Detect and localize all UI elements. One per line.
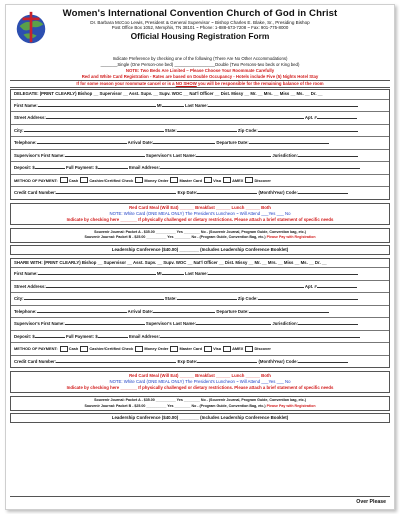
cash-label: Cash xyxy=(68,346,79,352)
cvc-label: (Month/Year) Code: xyxy=(258,358,298,364)
email-label: Email Address: xyxy=(128,333,161,339)
packet-a-row[interactable]: Souvenir Journal: Packet A - $35.00 __________ Yes ________ No - (Souvenir Journal, Program Guide, Convention bag, etc.) xyxy=(94,229,306,234)
supervisor-first-label: Supervisor's First Name: xyxy=(14,321,65,327)
money-order-label: Money Order xyxy=(144,346,169,352)
city-label: City: xyxy=(14,296,24,302)
over-please-label: Over Please xyxy=(356,499,386,505)
last-name-label: Last Name: xyxy=(184,271,208,277)
preference-intro: Indicate Preference by checking one of the following (There Are No Other Accommodations) xyxy=(112,56,288,61)
packet-b-note: Please Pay with Registration xyxy=(266,403,316,408)
organization-title: Women's International Convention Church of God in Christ xyxy=(62,8,338,19)
money-order-label: Money Order xyxy=(144,177,169,183)
name-row-2[interactable] xyxy=(11,268,389,281)
jurisdiction-label: Jurisdiction: xyxy=(272,321,299,327)
form-header xyxy=(6,5,394,55)
cashier-label: Cashier/Certified Check xyxy=(89,177,134,183)
visa-checkbox[interactable] xyxy=(204,177,212,183)
cash-checkbox[interactable] xyxy=(60,346,68,352)
white-card-note[interactable]: NOTE: White Card (ONE MEAL ONLY) The President's Luncheon ~ Will Attend ___Yes ___ No xyxy=(109,210,291,216)
amex-checkbox[interactable] xyxy=(223,346,231,352)
red-card-meal[interactable]: Red Card Meal (Will Eat) ______ Breakfast ______ Lunch ______ Both xyxy=(129,373,271,379)
delegate-section xyxy=(10,89,390,200)
email-label: Email Address: xyxy=(128,165,161,170)
church-logo-icon xyxy=(12,9,50,47)
packet-b-text: Souvenir Journal: Packet B - $25.00 __________ Yes ________ No - (Program Guide, Convention Bag, etc.) xyxy=(84,235,266,240)
cc-number-label: Credit Card Number: xyxy=(14,190,57,195)
state-label: State: xyxy=(164,127,177,133)
cash-checkbox[interactable] xyxy=(60,177,68,183)
last-name-label: Last Name: xyxy=(184,102,208,108)
money-order-checkbox[interactable] xyxy=(135,346,143,352)
departure-label: Departure Date: xyxy=(216,140,249,145)
journal-section-2 xyxy=(10,396,390,411)
no-show-text: NO SHOW xyxy=(175,81,197,86)
city-row-2[interactable] xyxy=(11,293,389,306)
warning-text-pre: If for some reason your roommate cancel or is a xyxy=(76,81,176,86)
method-label: METHOD OF PAYMENT: xyxy=(14,346,58,352)
discover-label: Discover xyxy=(254,346,271,352)
discover-checkbox[interactable] xyxy=(245,177,253,183)
share-with-section xyxy=(10,258,390,369)
amex-label: AMEX xyxy=(232,177,244,183)
supervisor-last-label: Supervisor's Last Name: xyxy=(145,321,197,327)
roommate-note: NOTE: Two Beds Are Limited ~ Please Choose Your Roommate Carefully xyxy=(125,68,275,73)
departure-label: Departure Date: xyxy=(216,308,249,314)
cashier-checkbox[interactable] xyxy=(80,346,88,352)
contact-line: Post Office Box 1052, Memphis, TN 38101 ~ Phone: 1-888-673-7208 ~ Fax: 901-775-8000 xyxy=(111,25,289,30)
telephone-label: Telephone: xyxy=(14,308,37,314)
journal-section-1 xyxy=(10,228,390,243)
registration-form-page xyxy=(5,4,395,510)
full-payment-label: Full Payment: $ xyxy=(65,165,98,170)
packet-a-row[interactable]: Souvenir Journal: Packet A - $35.00 __________ Yes ________ No - (Souvenir Journal, Program Guide, Convention bag, etc.) xyxy=(94,398,306,403)
rate-note: Red and White Card Registration - Rates are based on Double Occupancy - Hotels include Five (5) Nights Hotel Stay xyxy=(81,74,319,79)
preference-section xyxy=(6,56,394,88)
city-label: City: xyxy=(14,127,24,133)
leadership-row-1[interactable]: Leadership Conference ($40.00) ________ (Includes Leadership Conference Booklet) xyxy=(10,245,390,255)
telephone-label: Telephone: xyxy=(14,140,37,145)
leadership-row-2[interactable]: Leadership Conference ($40.00) ________ (Includes Leadership Conference Booklet) xyxy=(10,413,390,423)
visa-label: Visa xyxy=(213,177,221,183)
telephone-row[interactable] xyxy=(11,137,389,150)
dietary-note[interactable]: Indicate by checking here _______ If physically challenged or dietary restrictions. Please attach a brief statement of specific needs xyxy=(66,216,334,222)
master-card-label: Master Card xyxy=(179,177,202,183)
dietary-note[interactable]: Indicate by checking here _______ If physically challenged or dietary restrictions. Please attach a brief statement of specific needs xyxy=(66,385,334,391)
supervisor-last-label: Supervisor's Last Name: xyxy=(145,152,197,158)
red-card-meal[interactable]: Red Card Meal (Will Eat) ______ Breakfast ______ Lunch ______ Both xyxy=(129,204,271,210)
exp-date-label: Exp Date: xyxy=(177,190,198,195)
cc-number-label: Credit Card Number: xyxy=(14,358,57,364)
cancellation-warning xyxy=(10,80,390,88)
visa-label: Visa xyxy=(213,346,221,352)
bottom-divider xyxy=(10,496,390,497)
zip-label: Zip Code: xyxy=(237,296,258,302)
arrival-label: Arrival Date: xyxy=(127,308,154,314)
credit-card-row-2[interactable] xyxy=(11,356,389,368)
name-row[interactable] xyxy=(11,100,389,113)
warning-text-post: you will be responsible for the remaining balance of the room xyxy=(196,81,324,86)
meal-section-1 xyxy=(10,203,390,225)
jurisdiction-label: Jurisdiction: xyxy=(272,152,299,158)
payment-row[interactable] xyxy=(11,162,389,175)
street-label: Street Address: xyxy=(14,115,46,120)
packet-b-note: Please Pay with Registration xyxy=(266,235,316,240)
white-card-note[interactable]: NOTE: White Card (ONE MEAL ONLY) The President's Luncheon ~ Will Attend ___Yes ___ No xyxy=(109,379,291,385)
full-payment-label: Full Payment: $ xyxy=(65,333,98,339)
method-row xyxy=(11,175,389,188)
preference-options[interactable]: _______Single (One Person-one bed) _________________Double (Two Persons-two beds or King bed) xyxy=(100,62,300,67)
money-order-checkbox[interactable] xyxy=(135,177,143,183)
mi-label: MI xyxy=(156,102,162,108)
first-name-label: First Name: xyxy=(14,271,38,277)
deposit-label: Deposit: $ xyxy=(14,333,35,339)
amex-label: AMEX xyxy=(232,346,244,352)
supervisor-row[interactable] xyxy=(11,150,389,163)
master-card-checkbox[interactable] xyxy=(170,177,178,183)
deposit-label: Deposit: $ xyxy=(14,165,35,170)
master-card-label: Master Card xyxy=(179,346,202,352)
apt-label: Apt. # xyxy=(304,115,317,120)
street-label: Street Address: xyxy=(14,283,46,289)
packet-b-text: Souvenir Journal: Packet B - $25.00 __________ Yes ________ No - (Program Guide, Convention Bag, etc.) xyxy=(84,403,266,408)
cvc-label: (Month/Year) Code: xyxy=(258,190,298,195)
arrival-label: Arrival Date: xyxy=(127,140,154,145)
street-row-2[interactable] xyxy=(11,281,389,294)
apt-label: Apt. # xyxy=(304,283,317,289)
street-row[interactable] xyxy=(11,112,389,125)
method-row-2 xyxy=(11,343,389,356)
cash-label: Cash xyxy=(68,177,79,183)
meal-section-2 xyxy=(10,371,390,393)
officials-line: Dr. Barbara McCoo Lewis, President & General Supervisor ~ Bishop Charles E. Blake, Sr., Presiding Bishop xyxy=(90,20,310,25)
mi-label: MI xyxy=(156,271,162,277)
exp-date-label: Exp Date: xyxy=(177,358,198,364)
credit-card-row[interactable] xyxy=(11,187,389,199)
master-card-checkbox[interactable] xyxy=(170,346,178,352)
cashier-label: Cashier/Certified Check xyxy=(89,346,134,352)
discover-checkbox[interactable] xyxy=(245,346,253,352)
state-label: State: xyxy=(164,296,177,302)
method-label: METHOD OF PAYMENT: xyxy=(14,177,58,183)
city-row[interactable] xyxy=(11,125,389,138)
discover-label: Discover xyxy=(254,177,271,183)
share-with-heading[interactable]: SHARE WITH: (PRINT CLEARLY) Bishop __ Supervisor __ Asst. Supv. __ Supv. WOC __ Nat'l Officer __ Dist. Missy __ Mr. __ Mrs. __ Miss __ Ms. __ Dr. __ xyxy=(11,259,389,269)
packet-b-row[interactable] xyxy=(11,404,389,410)
form-title: Official Housing Registration Form xyxy=(130,31,270,41)
packet-b-row[interactable] xyxy=(11,235,389,241)
zip-label: Zip Code: xyxy=(237,127,258,133)
delegate-heading[interactable]: DELEGATE: (PRINT CLEARLY) Bishop __ Supervisor __ Asst. Supv. __ Supv. WOC __ Nat'l Officer __ Dist. Missy __ Mr. __ Mrs. __ Miss __ Ms. __ Dr. __ xyxy=(11,90,389,100)
supervisor-first-label: Supervisor's First Name: xyxy=(14,152,65,158)
telephone-row-2[interactable] xyxy=(11,306,389,319)
visa-checkbox[interactable] xyxy=(204,346,212,352)
first-name-label: First Name: xyxy=(14,102,38,108)
supervisor-row-2[interactable] xyxy=(11,318,389,331)
amex-checkbox[interactable] xyxy=(223,177,231,183)
cashier-checkbox[interactable] xyxy=(80,177,88,183)
payment-row-2[interactable] xyxy=(11,331,389,344)
